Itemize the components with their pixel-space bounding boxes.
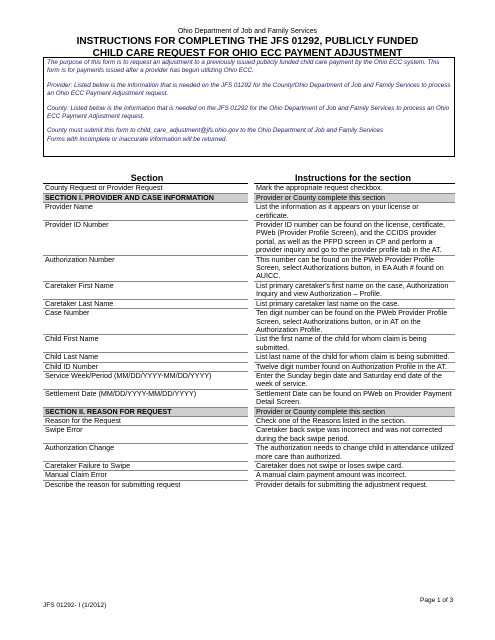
instruction-cell: Provider or County complete this section — [251, 407, 455, 416]
form-id: JFS 01292- I (1/2012) — [43, 602, 107, 609]
section-cell: Reason for the Request — [43, 416, 251, 425]
section-cell: Caretaker First Name — [43, 281, 251, 299]
section-cell: Child Last Name — [43, 353, 251, 362]
table-row — [43, 444, 455, 462]
table-row — [43, 184, 455, 193]
section-column-header: Section — [43, 174, 251, 184]
instructions-table — [43, 174, 455, 489]
instruction-cell: The authorization needs to change child in attendance utilized more care than authorized. — [251, 444, 455, 462]
instruction-cell: Caretaker back swipe was incorrect and was not corrected during the back swipe period. — [251, 426, 455, 444]
page-number: Page 1 of 3 — [420, 597, 454, 604]
instruction-cell: Provider ID number can be found on the license, certificate, PWeb (Provider Profile Screen), and the CCIDS provider portal, as well as the PFPD screen in CP and perform a provider inquiry and go to the provider profile tab in the AT. — [251, 221, 455, 256]
purpose-text: The purpose of this form is to request an adjustment to a previously issued publicly funded child care payment by the Ohio ECC system. This form is for payments issued after a provider has begun utilizing Ohio ECC. — [47, 59, 440, 75]
instruction-cell: This number can be found on the PWeb Provider Profile Screen, select Authorizations button, in EA Auth # found on AUICC. — [251, 255, 455, 281]
section-cell: Settlement Date (MM/DD/YYYY-MM/DD/YYYY) — [43, 389, 251, 407]
instruction-cell: Enter the Sunday begin date and Saturday end date of the week of service. — [251, 371, 455, 389]
instructions-column-header: Instructions for the section — [251, 174, 455, 184]
instruction-cell: Twelve digit number found on Authorization Profile in the AT. — [251, 362, 455, 371]
instruction-cell: List the first name of the child for whom claim is being submitted. — [251, 335, 455, 353]
table-row — [43, 480, 455, 489]
section-cell: Case Number — [43, 309, 251, 335]
section-cell: Child ID Number — [43, 362, 251, 371]
section-cell: Provider ID Number — [43, 221, 251, 256]
title-line-1: INSTRUCTIONS FOR COMPLETING THE JFS 01292, PUBLICLY FUNDED — [76, 36, 419, 47]
section-cell: Authorization Number — [43, 255, 251, 281]
section-cell: County Request or Provider Request — [43, 184, 251, 193]
instruction-cell: List primary caretaker last name on the case. — [251, 299, 455, 308]
instruction-cell: Mark the appropriate request checkbox. — [251, 184, 455, 193]
county-text: County: Listed below is the information that is needed on the JFS 01292 for the Ohio Department of Job and Family Services to process an Ohio ECC Payment Adjustment request. — [47, 104, 450, 121]
table-row — [43, 471, 455, 480]
agency-name: Ohio Department of Job and Family Services — [177, 28, 318, 35]
intro-box — [43, 57, 455, 157]
instruction-cell: List last name of the child for whom claim is being submitted. — [251, 353, 455, 362]
instruction-cell: List primary caretaker's first name on the case, Authorization Inquiry and view Authorization – Profile. — [251, 281, 455, 299]
table-row — [43, 353, 455, 362]
submit-text: County must submit this form to child_care_adjustment@jfs.ohio.gov to the Ohio Department of Job and Family Services — [47, 127, 384, 135]
section-cell: Describe the reason for submitting request — [43, 480, 251, 489]
table-row — [43, 203, 455, 221]
section-cell: Caretaker Failure to Swipe — [43, 462, 251, 471]
incomplete-text: Forms with incomplete or inaccurate information will be returned. — [47, 135, 228, 143]
provider-text: Provider: Listed below is the information that is needed on the JFS 01292 for the County/Ohio Department of Job and Family Services to process an Ohio ECC Payment Adjustment request. — [47, 81, 451, 98]
section-cell: Authorization Change — [43, 444, 251, 462]
table-row — [43, 309, 455, 335]
instruction-cell: Provider details for submitting the adjustment request. — [251, 480, 455, 489]
table-row — [43, 371, 455, 389]
table-header-row — [43, 174, 455, 184]
section-cell: Provider Name — [43, 203, 251, 221]
section-cell: Manual Claim Error — [43, 471, 251, 480]
instruction-cell: List the information as it appears on your license or certificate. — [251, 203, 455, 221]
section-cell: Child First Name — [43, 335, 251, 353]
instruction-cell: Check one of the Reasons listed in the section. — [251, 416, 455, 425]
table-row — [43, 255, 455, 281]
instruction-cell: Ten digit number can be found on the PWeb Provider Profile Screen, select Authorizations button, or in AT on the Authorization Profile. — [251, 309, 455, 335]
section-cell: Service Week/Period (MM/DD/YYYY-MM/DD/YYYY) — [43, 371, 251, 389]
table-row — [43, 281, 455, 299]
title-line-2: CHILD CARE REQUEST FOR OHIO ECC PAYMENT ADJUSTMENT — [92, 48, 403, 59]
instruction-cell: A manual claim payment amount was incorrect. — [251, 471, 455, 480]
table-row — [43, 389, 455, 407]
section-cell: Swipe Error — [43, 426, 251, 444]
section-cell: Caretaker Last Name — [43, 299, 251, 308]
table-row — [43, 221, 455, 256]
section-cell: SECTION I. PROVIDER AND CASE INFORMATION — [43, 193, 251, 202]
section-cell: SECTION II. REASON FOR REQUEST — [43, 407, 251, 416]
instruction-cell: Settlement Date can be found on PWeb on Provider Payment Detail Screen. — [251, 389, 455, 407]
table-row — [43, 426, 455, 444]
instruction-cell: Provider or County complete this section — [251, 193, 455, 202]
instruction-cell: Caretaker does not swipe or loses swipe card. — [251, 462, 455, 471]
table-row — [43, 335, 455, 353]
